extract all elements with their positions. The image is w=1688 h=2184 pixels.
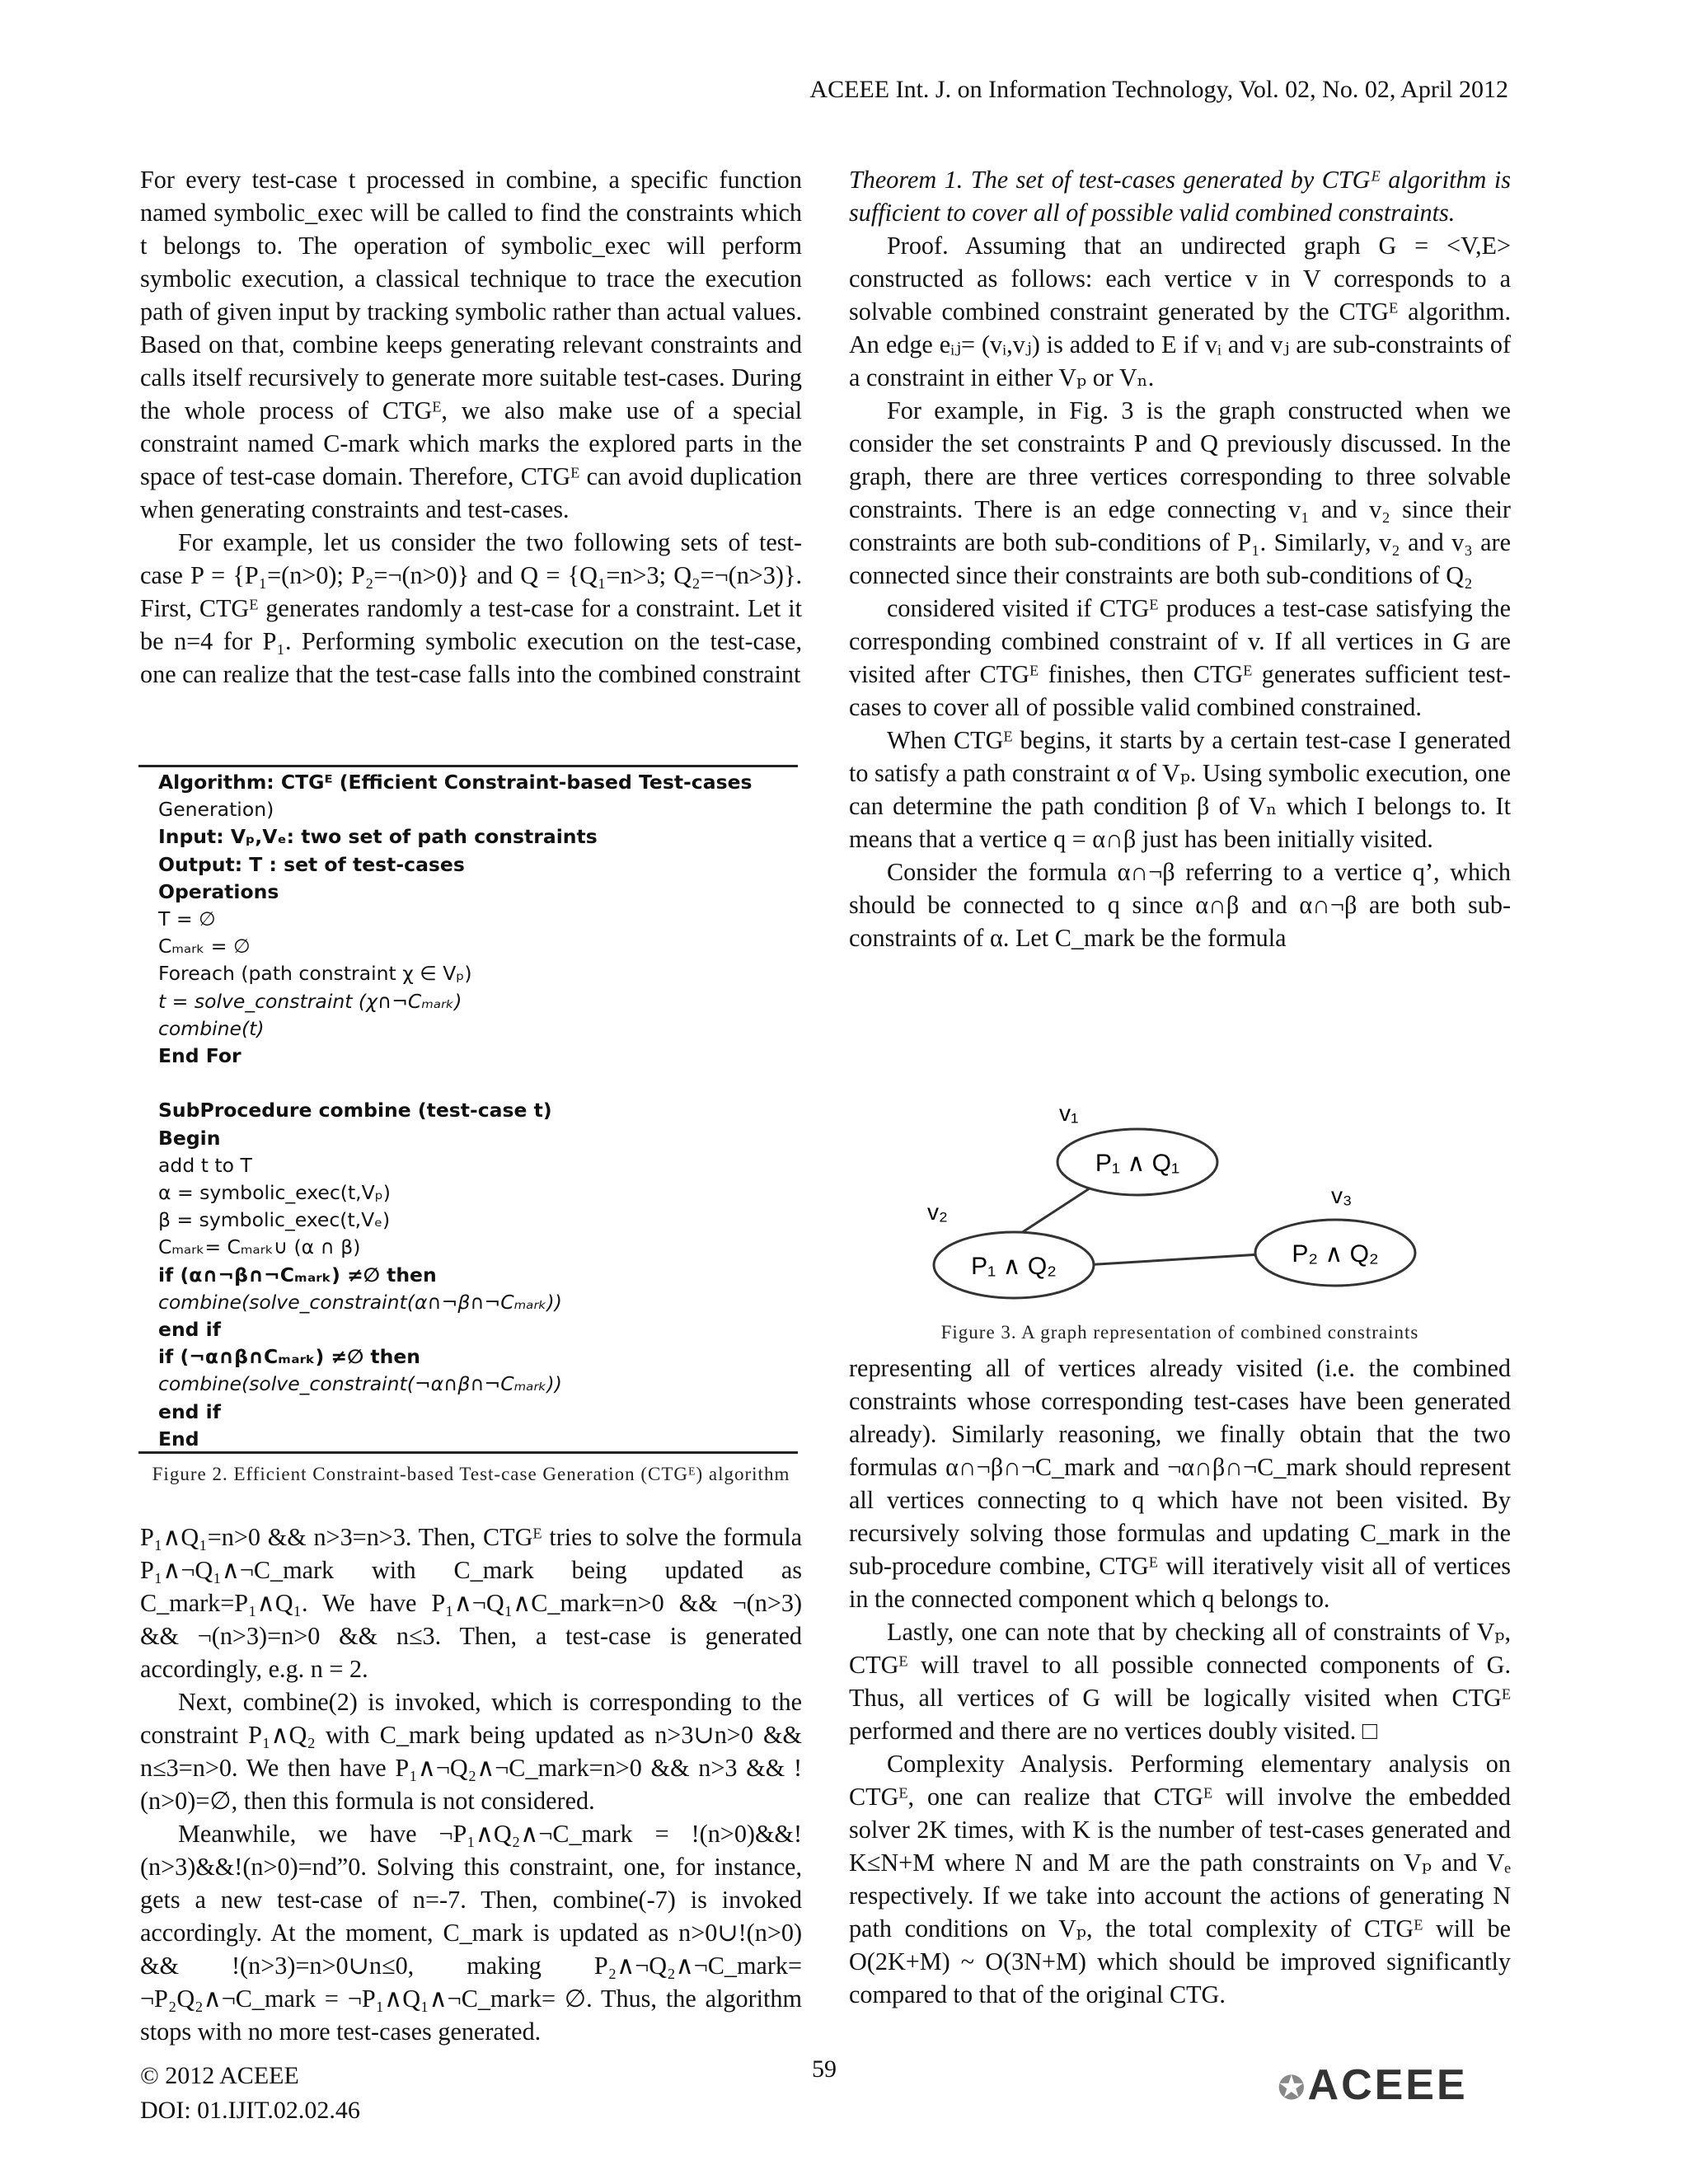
figure2-caption: Figure 2. Efficient Constraint-based Test-case Generation (CTGᴱ) algorithm (152, 1464, 790, 1484)
algorithm-line: end if (158, 1399, 221, 1423)
paragraph: representing all of vertices already visited (i.e. the combined constraints whose corresponding test-cases have been generated already). Similarly reasoning, we finally obtain that the two formulas α∩¬β∩¬C_mark and ¬α∩β∩¬C_mark should represent all vertices connecting to q which have not been visited. By recursively solving those formulas and updating C_mark in the sub-procedure combine, CTGᴱ will iteratively visit all of vertices in the connected component which q belongs to. (849, 1354, 1511, 1613)
algorithm-box (138, 765, 798, 1454)
algorithm-line: if (¬α∩β∩Cₘₐᵣₖ) ≠∅ then (158, 1345, 421, 1369)
page-number: 59 (812, 2055, 837, 2083)
paragraph: Lastly, one can note that by checking all of constraints of Vₚ, CTGᴱ will travel to all possible connected components of G. Thus, all vertices of G will be logically visited when CTGᴱ performed and there are no vertices doubly visited. □ (849, 1618, 1511, 1745)
logo-text: ACEEE (1307, 2061, 1468, 2109)
paragraph: Complexity Analysis. Performing elementary analysis on CTGᴱ, one can realize that CTGᴱ will involve the embedded solver 2K times, with K is the number of test-cases generated and K≤N+M where N and M are the path constraints on Vₚ and Vₑ respectively. If we take into account the actions of generating N path conditions on Vₚ, the total complexity of CTGᴱ will be O(2K+M) ~ O(3N+M) which should be improved significantly compared to that of the original CTG. (849, 1750, 1511, 2008)
algorithm-line: Begin (158, 1126, 221, 1150)
algorithm-line: Generation) (158, 798, 274, 822)
paragraph: Meanwhile, we have ¬P₁∧Q₂∧¬C_mark = !(n>0)&&!(n>3)&&!(n>0)=nd”0. Solving this constraint, one, for instance, gets a new test-case of n=-7. Then, combine(-7) is invoked accordingly. At the moment, C_mark is updated as n>0∪!(n>0) && !(n>3)=n>0∪n≤0, making P₂∧¬Q₂∧¬C_mark= ¬P₂Q₂∧¬C_mark = ¬P₁∧Q₁∧¬C_mark= ∅. Thus, the algorithm stops with no more test-cases generated. (140, 1820, 802, 2046)
paragraph: considered visited if CTGᴱ produces a test-case satisfying the corresponding combined constraint of v. If all vertices in G are visited after CTGᴱ finishes, then CTGᴱ generates sufficient test-cases to cover all of possible valid combined constrained. (849, 594, 1511, 721)
algorithm-line: if (α∩¬β∩¬Cₘₐᵣₖ) ≠∅ then (158, 1263, 437, 1286)
paragraph: P₁∧Q₁=n>0 && n>3=n>3. Then, CTGᴱ tries to solve the formula P₁∧¬Q₁∧¬C_mark with C_mark being updated as C_mark=P₁∧Q₁. We have P₁∧¬Q₁∧C_mark=n>0 && ¬(n>3) && ¬(n>3)=n>0 && n≤3. Then, a test-case is generated accordingly, e.g. n = 2. (140, 1523, 802, 1683)
theorem: Theorem 1. The set of test-cases generated by CTGᴱ algorithm is sufficient to cover all of possible valid combined constraints. (849, 166, 1511, 227)
algorithm-line: combine(solve_constraint(α∩¬β∩¬Cₘₐᵣₖ)) (158, 1290, 562, 1314)
doi: DOI: 01.IJIT.02.02.46 (140, 2097, 360, 2124)
journal-header: ACEEE Int. J. on Information Technology, Vol. 02, No. 02, April 2012 (809, 76, 1508, 103)
paragraph: Next, combine(2) is invoked, which is corresponding to the constraint P₁∧Q₂ with C_mark being updated as n>3∪n>0 && n≤3=n>0. We then have P₁∧¬Q₂∧¬C_mark=n>0 && n>3 && !(n>0)=∅, then this formula is not considered. (140, 1688, 802, 1815)
algorithm-line: combine(t) (158, 1016, 265, 1040)
algorithm-line: add t to T (158, 1153, 252, 1177)
node-name: v₁ (1059, 1100, 1079, 1126)
right-column-top (849, 163, 1511, 954)
left-column-top (140, 163, 802, 691)
node-name: v₃ (1331, 1183, 1353, 1208)
paragraph: Consider the formula α∩¬β referring to a vertice q’, which should be connected to q since α∩β and α∩¬β are both sub-constraints of α. Let C_mark be the formula (849, 858, 1511, 952)
edge-v2-v3 (1084, 1254, 1261, 1265)
algorithm-line: Foreach (path constraint χ ∈ Vₚ) (158, 962, 472, 986)
algorithm-line: Cₘₐᵣₖ = ∅ (158, 935, 251, 958)
figure3-caption: Figure 3. A graph representation of combined constraints (940, 1322, 1419, 1343)
copyright: © 2012 ACEEE (140, 2062, 299, 2089)
left-column-bottom (140, 1521, 802, 2048)
algorithm-line: t = solve_constraint (χ∩¬Cₘₐᵣₖ) (158, 989, 462, 1013)
algorithm-line: Operations (158, 879, 279, 903)
algorithm-line: β = symbolic_exec(t,Vₑ) (158, 1208, 391, 1232)
figure3-graph (890, 1096, 1467, 1310)
node-label: P₂ ∧ Q₂ (1292, 1240, 1379, 1268)
paragraph: For example, let us consider the two following sets of test-case P = {P₁=(n>0); P₂=¬(n>0)} and Q = {Q₁=n>3; Q₂=¬(n>3)}. First, CTGᴱ generates randomly a test-case for a constraint. Let it be n=4 for P₁. Performing symbolic execution on the test-case, one can realize that the test-case falls into the combined constraint (140, 528, 802, 688)
node-label: P₁ ∧ Q₁ (1095, 1150, 1180, 1177)
algorithm-line: Algorithm: CTGᴱ (Efficient Constraint-based Test-cases (158, 771, 753, 794)
paragraph: When CTGᴱ begins, it starts by a certain test-case I generated to satisfy a path constraint α of Vₚ. Using symbolic execution, one can determine the path condition β of Vₙ which I belongs to. It means that a vertice q = α∩β just has been initially visited. (849, 726, 1511, 853)
algorithm-line: Input: Vₚ,Vₑ: two set of path constraints (158, 825, 598, 849)
algorithm-line: T = ∅ (158, 907, 216, 930)
right-column-bottom (849, 1352, 1511, 2011)
algorithm-line: α = symbolic_exec(t,Vₚ) (158, 1181, 391, 1204)
algorithm-line: SubProcedure combine (test-case t) (158, 1099, 552, 1122)
algorithm-line: End (158, 1427, 199, 1451)
aceee-logo: ✪ACEEE (1278, 2061, 1468, 2109)
algorithm-line: end if (158, 1318, 221, 1341)
algorithm-line: End For (158, 1044, 241, 1067)
algorithm-line: Output: T : set of test-cases (158, 852, 465, 876)
paragraph: For example, in Fig. 3 is the graph constructed when we consider the set constraints P and Q previously discussed. In the graph, there are three vertices corresponding to three solvable constraints. There is an edge connecting v₁ and v₂ since their constraints are both sub-conditions of P₁. Similarly, v₂ and v₃ are connected since their constraints are both sub-conditions of Q₂ (849, 396, 1511, 589)
paragraph: Proof. Assuming that an undirected graph G = <V,E> constructed as follows: each vertice v in V corresponds to a solvable combined constraint generated by the CTGᴱ algorithm. An edge eᵢⱼ= (vᵢ,vⱼ) is added to E if vᵢ and vⱼ are sub-constraints of a constraint in either Vₚ or Vₙ. (849, 232, 1511, 391)
node-name: v₂ (927, 1199, 948, 1225)
paragraph: For every test-case t processed in combine, a specific function named symbolic_exec will be called to find the constraints which t belongs to. The operation of symbolic_exec will perform symbolic execution, a classical technique to trace the execution path of given input by tracking symbolic rather than actual values. Based on that, combine keeps generating relevant constraints and calls itself recursively to generate more suitable test-cases. During the whole process of CTGᴱ, we also make use of a special constraint named C-mark which marks the explored parts in the space of test-case domain. Therefore, CTGᴱ can avoid duplication when generating constraints and test-cases. (140, 166, 802, 523)
algorithm-line: combine(solve_constraint(¬α∩β∩¬Cₘₐᵣₖ)) (158, 1372, 562, 1396)
node-label: P₁ ∧ Q₂ (971, 1253, 1057, 1280)
algorithm-line: Cₘₐᵣₖ= Cₘₐᵣₖ∪ (α ∩ β) (158, 1235, 361, 1259)
